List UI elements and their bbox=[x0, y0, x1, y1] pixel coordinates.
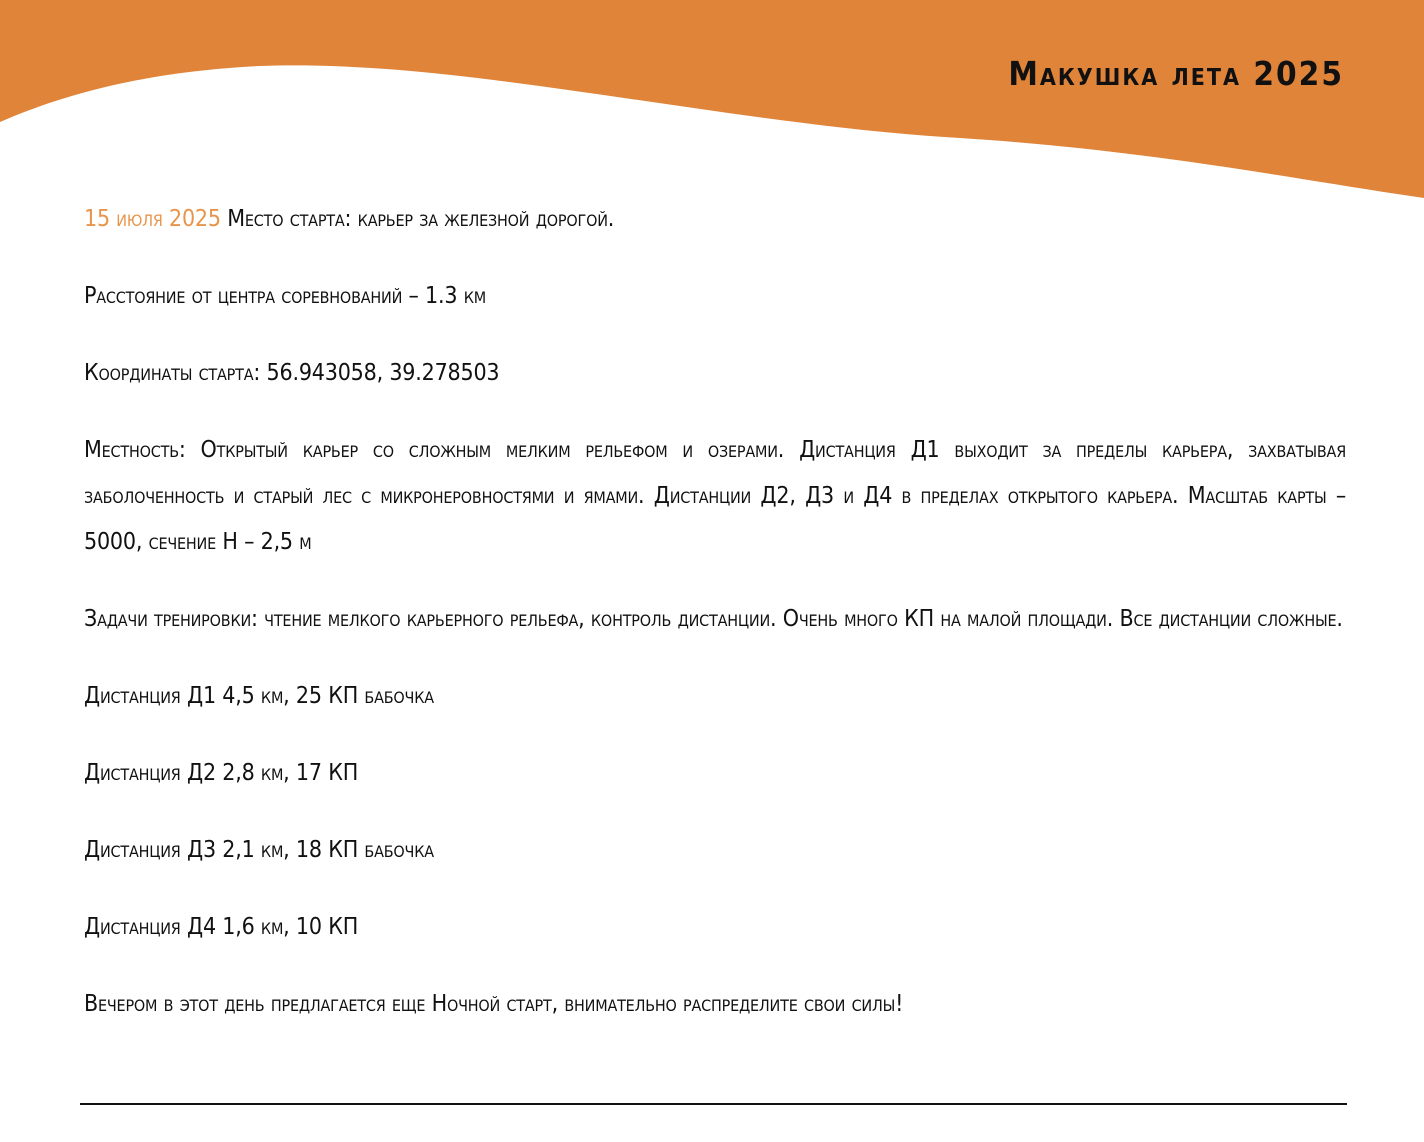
start-place-line bbox=[84, 196, 1346, 242]
course-d3: Дистанция Д3 2,1 км, 18 КП бабочка bbox=[84, 837, 434, 863]
course-d1: Дистанция Д1 4,5 км, 25 КП бабочка bbox=[84, 683, 434, 709]
course-d4: Дистанция Д4 1,6 км, 10 КП bbox=[84, 914, 359, 940]
page-title: Макушка лета 2025 bbox=[1008, 54, 1344, 93]
event-date: 15 июля 2025 bbox=[84, 206, 221, 232]
course-d2: Дистанция Д2 2,8 км, 17 КП bbox=[84, 760, 359, 786]
event-description bbox=[84, 196, 1346, 1027]
evening-note: Вечером в этот день предлагается еще Ночной старт, внимательно распределите свои силы! bbox=[84, 991, 904, 1017]
distance-from-center: Расстояние от центра соревнований – 1.3 км bbox=[84, 283, 486, 309]
start-coordinates: Координаты старта: 56.943058, 39.278503 bbox=[84, 360, 500, 386]
terrain-description: Местность: Открытый карьер со сложным мелким рельефом и озерами. Дистанция Д1 выходит за пределы карьера, захватывая заболоченность и старый лес с микронеровностями и ямами. Дистанции Д2, Д3 и Д4 в пределах открытого карьера. Масштаб карты – 5000, сечение Н – 2,5 м bbox=[84, 437, 1346, 555]
bottom-divider bbox=[80, 1103, 1347, 1105]
header-wave bbox=[0, 0, 1424, 210]
start-place: Место старта: карьер за железной дорогой. bbox=[227, 206, 615, 232]
training-tasks: Задачи тренировки: чтение мелкого карьерного рельефа, контроль дистанции. Очень много КП на малой площади. Все дистанции сложные. bbox=[84, 606, 1343, 632]
